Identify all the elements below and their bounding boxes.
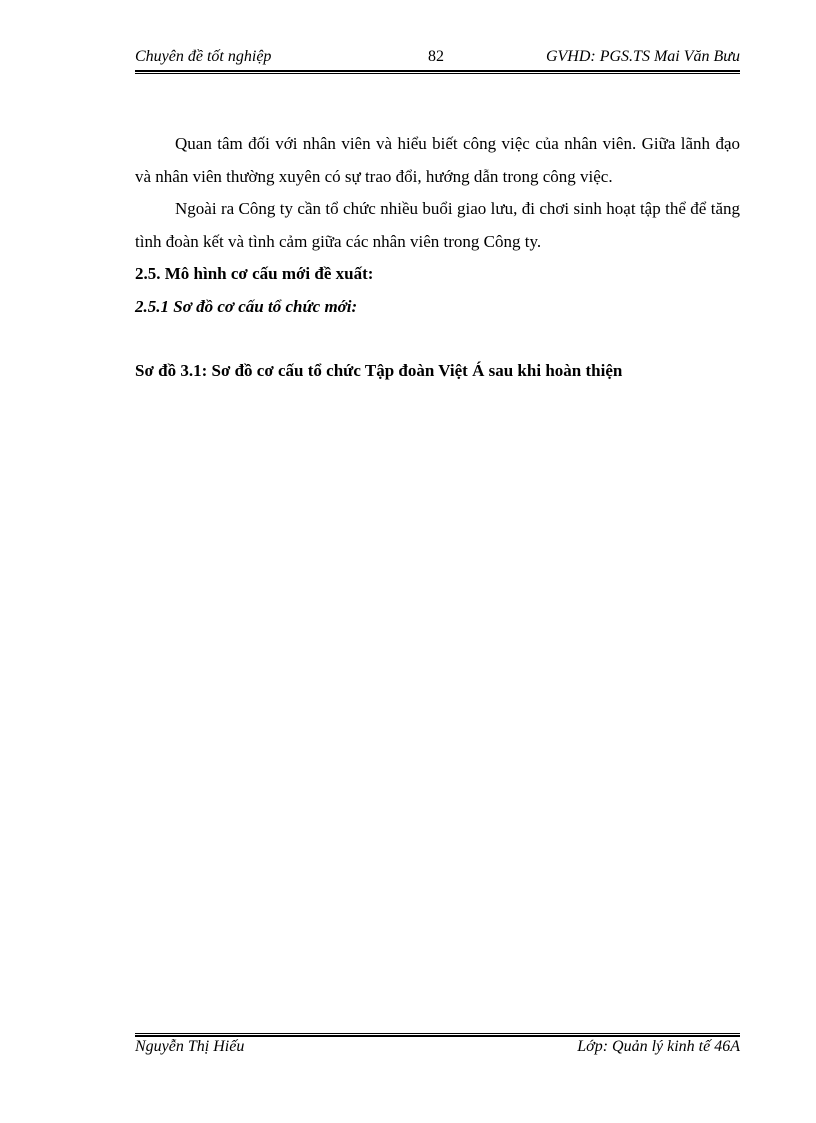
section-heading: 2.5. Mô hình cơ cấu mới đề xuất: [135, 264, 374, 283]
header-thesis-title: Chuyên đề tốt nghiệp [135, 48, 272, 65]
footer-divider [135, 1035, 740, 1037]
body-paragraph: Ngoài ra Công ty cần tổ chức nhiều buổi giao lưu, đi chơi sinh hoạt tập thể để tăng tình đoàn kết và tình cảm giữa các nhân viên trong Công ty. [135, 199, 740, 251]
figure-caption: Sơ đồ 3.1: Sơ đồ cơ cấu tổ chức Tập đoàn Việt Á sau khi hoàn thiện [135, 361, 623, 380]
header-advisor: GVHD: PGS.TS Mai Văn Bưu [545, 48, 740, 65]
page-content [135, 128, 740, 388]
subsection-heading: 2.5.1 Sơ đồ cơ cấu tổ chức mới: [135, 296, 358, 316]
footer-author: Nguyễn Thị Hiếu [135, 1038, 245, 1055]
header-divider-thin [135, 73, 740, 74]
page-footer [135, 1038, 740, 1058]
header-divider [135, 70, 740, 72]
page-header [135, 48, 740, 68]
header-page-number: 82 [428, 48, 444, 65]
footer-class: Lớp: Quản lý kinh tế 46A [577, 1038, 740, 1055]
footer-divider-thin [135, 1033, 740, 1034]
body-paragraph: Quan tâm đối với nhân viên và hiểu biết công việc của nhân viên. Giữa lãnh đạo và nhân viên thường xuyên có sự trao đổi, hướng dẫn trong công việc. [135, 134, 740, 186]
